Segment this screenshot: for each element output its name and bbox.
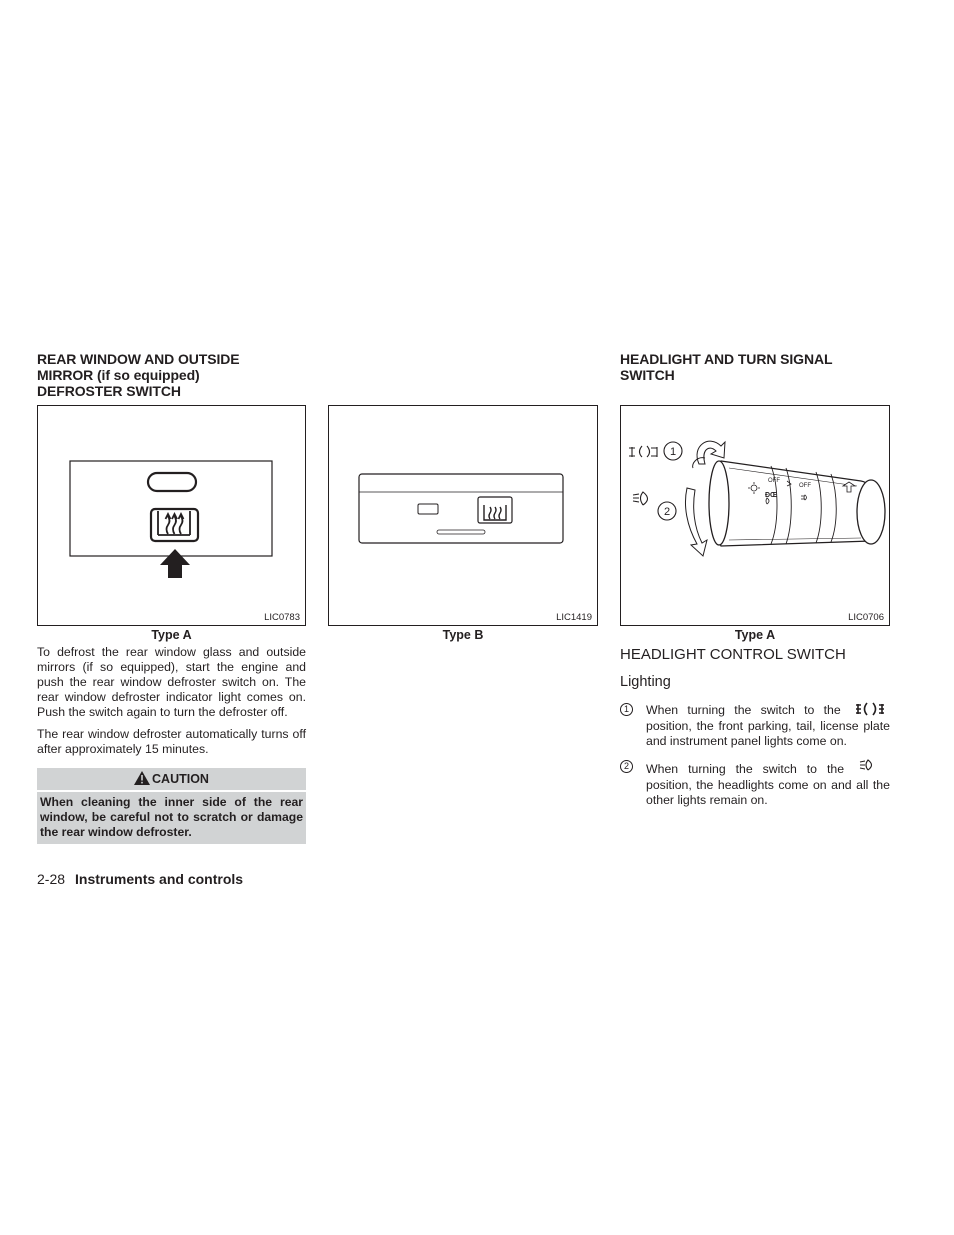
headlight-icon (633, 492, 648, 505)
item-text-before: When turning the switch to the (646, 703, 841, 717)
defroster-paragraph-2: The rear window defroster automatically turns off after approximately 15 minutes. (37, 727, 306, 756)
callout-1: 1 (669, 446, 677, 458)
callout-2: 2 (663, 506, 671, 518)
parking-light-icon (856, 702, 884, 716)
item-number: 2 (620, 760, 633, 773)
defroster-button (478, 497, 512, 523)
svg-text:ĐŒ: ĐŒ (765, 492, 778, 499)
figure-defroster-type-b (328, 405, 598, 626)
figure-caption: Type B (442, 628, 484, 642)
heading-line-2: SWITCH (620, 367, 675, 383)
defroster-paragraph-1: To defrost the rear window glass and outside mirrors (if so equipped), start the engine and push the rear window defroster switch on. The rear window defroster indicator light comes on. Push the switch again to turn the defroster off. (37, 645, 306, 719)
heading-line-3: DEFROSTER SWITCH (37, 383, 181, 399)
figure-defroster-type-a (37, 405, 306, 626)
page-number: 2-28 (37, 871, 66, 887)
headlight-switch-illustration (621, 406, 889, 625)
figure-code: LIC0706 (848, 612, 884, 623)
defroster-switch-type-b-illustration (329, 406, 597, 625)
section-heading-headlight (620, 351, 890, 383)
figure-caption: Type A (151, 628, 192, 642)
page-footer (37, 871, 243, 887)
list-item (620, 759, 890, 811)
item-text-after: position, the front parking, tail, license plate and instrument panel lights come on. (646, 718, 890, 748)
headlight-icon (858, 759, 876, 773)
warning-icon (134, 771, 150, 785)
parking-light-icon (629, 446, 657, 457)
caution-title: CAUTION (152, 772, 209, 786)
figure-headlight-switch (620, 405, 890, 626)
figure-code: LIC1419 (556, 612, 592, 623)
figure-code: LIC0783 (264, 612, 300, 623)
item-text-after: position, the headlights come on and all the other lights remain on. (646, 777, 890, 807)
heading-line-1: REAR WINDOW AND OUTSIDE (37, 351, 240, 367)
heading-line-1: HEADLIGHT AND TURN SIGNAL (620, 351, 833, 367)
dial-label-off: OFF (768, 478, 780, 484)
subheading-headlight-control: HEADLIGHT CONTROL SWITCH (620, 646, 846, 663)
section-title: Instruments and controls (75, 871, 244, 887)
rotate-arrow-icon (685, 488, 707, 556)
heading-line-2: MIRROR (37, 367, 94, 383)
item-number: 1 (620, 703, 633, 716)
defroster-switch-illustration (38, 406, 305, 625)
dial-label-off: OFF (799, 483, 811, 489)
heading-line-2-qualifier: (if so equipped) (93, 367, 200, 383)
list-item (620, 702, 890, 754)
section-heading-defroster (37, 351, 307, 399)
caution-text: When cleaning the inner side of the rear window, be careful not to scratch or damage the rear window defroster. (37, 792, 306, 844)
item-text-before: When turning the switch to the (646, 762, 845, 776)
caution-box (37, 768, 306, 844)
figure-caption: Type A (734, 628, 776, 642)
subheading-lighting: Lighting (620, 674, 671, 690)
